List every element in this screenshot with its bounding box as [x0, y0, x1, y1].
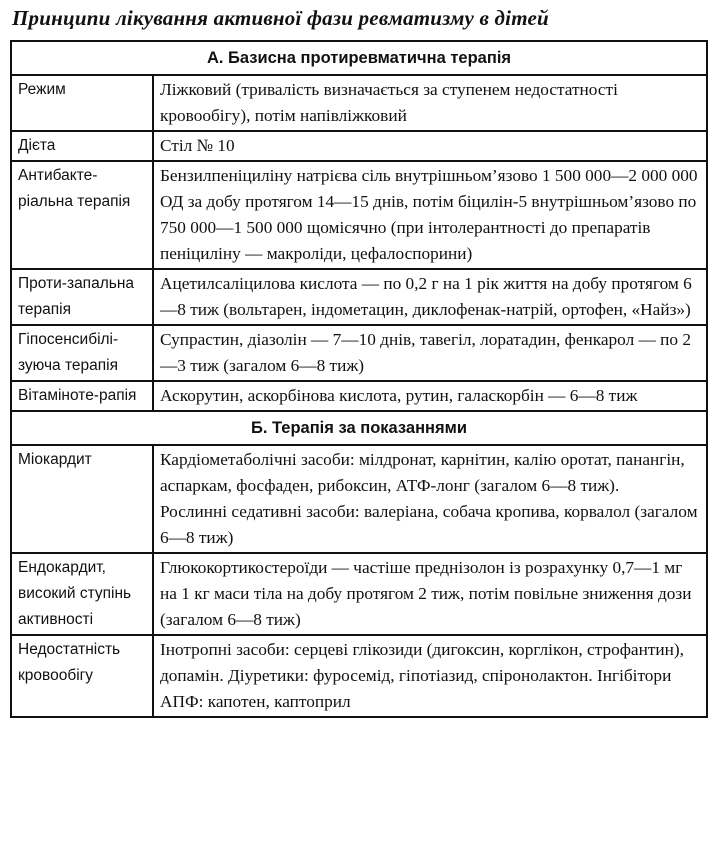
table-row	[11, 131, 707, 161]
row-label: Режим	[11, 75, 153, 131]
row-text: Ацетилсаліцилова кислота — по 0,2 г на 1 рік життя на добу протягом 6—8 тиж (вольтарен, індометацин, диклофенак-натрій, ортофен, «Найз»)	[153, 269, 707, 325]
row-text-cell	[153, 445, 707, 553]
row-label: Ендокардит, високий ступінь активності	[11, 553, 153, 635]
table-row	[11, 381, 707, 411]
row-text: Інотропні засоби: серцеві глікозиди (дигоксин, корглікон, строфантин), допамін. Діуретики: фуросемід, гіпотіазид, спіронолактон. Інгібітори АПФ: капотен, каптоприл	[153, 635, 707, 717]
row-text-2: Рослинні седативні засоби: валеріана, собача кропива, корвалол (загалом 6—8 тиж)	[160, 502, 698, 547]
row-label: Недостатність кровообігу	[11, 635, 153, 717]
row-label: Дієта	[11, 131, 153, 161]
table-row	[11, 445, 707, 553]
row-label: Проти-запальна терапія	[11, 269, 153, 325]
row-text: Бензилпеніциліну натрієва сіль внутрішньом’язово 1 500 000—2 000 000 ОД за добу протягом 14—15 днів, потім біцилін-5 внутрішньом’язово по 750 000—1 500 000 щомісячно (при інтолерантності до препаратів пеніциліну — макроліди, цефалоспорини)	[153, 161, 707, 269]
row-text: Аскорутин, аскорбінова кислота, рутин, галаскорбін — 6—8 тиж	[153, 381, 707, 411]
table-row	[11, 553, 707, 635]
row-label: Антибакте-ріальна терапія	[11, 161, 153, 269]
row-label: Вітаміноте-рапія	[11, 381, 153, 411]
row-text: Стіл № 10	[153, 131, 707, 161]
table-row	[11, 269, 707, 325]
table-row	[11, 635, 707, 717]
row-text: Супрастин, діазолін — 7—10 днів, тавегіл, лоратадин, фенкарол — по 2—3 тиж (загалом 6—8 тиж)	[153, 325, 707, 381]
section-b-heading: Б. Терапія за показаннями	[11, 411, 707, 445]
table-row	[11, 161, 707, 269]
table-row	[11, 325, 707, 381]
table-row	[11, 75, 707, 131]
treatment-table	[10, 40, 708, 718]
row-text: Ліжковий (тривалість визначається за ступенем недостатності кровообігу), потім напівліжковий	[153, 75, 707, 131]
section-a-heading: А. Базисна протиревматична терапія	[11, 41, 707, 75]
row-label: Міокардит	[11, 445, 153, 553]
row-text: Глюкокортикостероїди — частіше преднізолон із розрахунку 0,7—1 мг на 1 кг маси тіла на добу протягом 2 тиж, потім повільне зниження дози (загалом 6—8 тиж)	[153, 553, 707, 635]
document-title: Принципи лікування активної фази ревматизму в дітей	[12, 6, 549, 30]
row-text: Кардіометаболічні засоби: мілдронат, карнітин, калію оротат, панангін, аспаркам, фосфаден, рибоксин, АТФ-лонг (загалом 6—8 тиж).	[160, 450, 685, 495]
row-label: Гіпосенсибілі-зуюча терапія	[11, 325, 153, 381]
